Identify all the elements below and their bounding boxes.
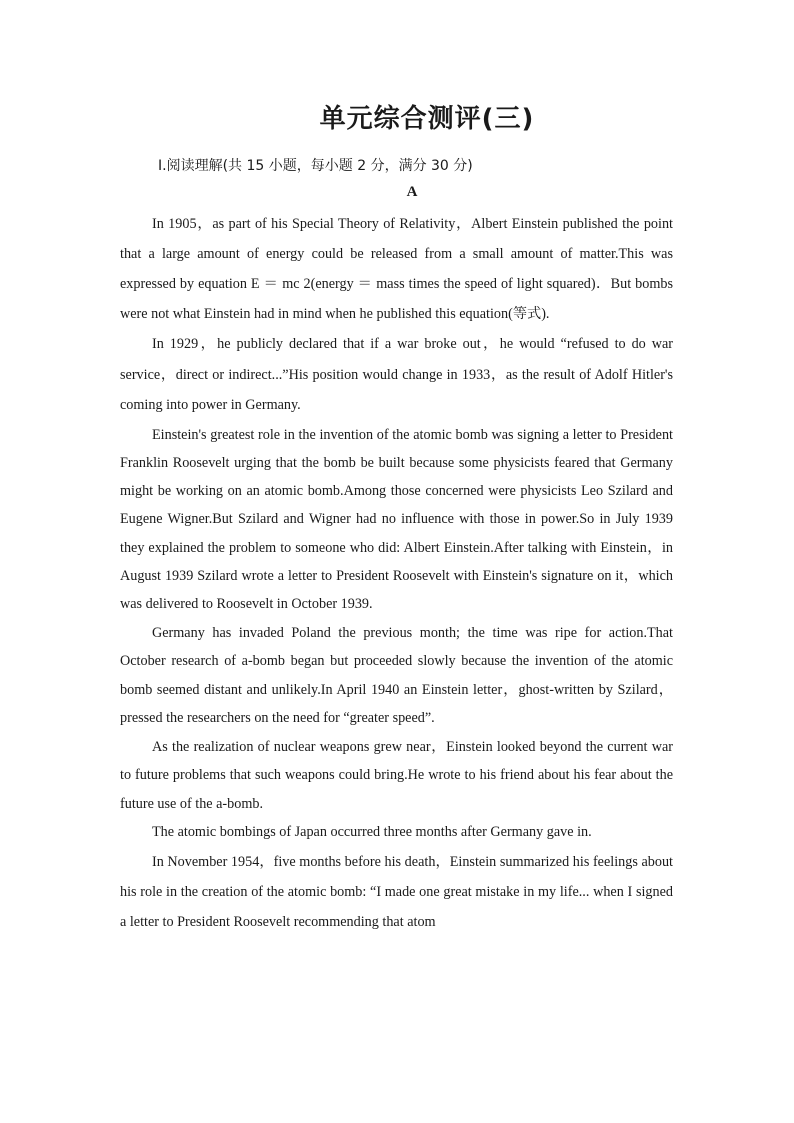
passage-label: A (406, 184, 418, 200)
paragraph: In November 1954，five months before his death，Einstein summarized his feelings about his role in the creation of the atomic bomb: “I made one great mistake in my life... when I signed a letter to President Roosevelt recommending that atom (120, 853, 673, 930)
paragraph: The atomic bombings of Japan occurred three months after Germany gave in. (152, 824, 592, 841)
paragraph: In 1929，he publicly declared that if a war broke out，he would “refused to do war service，direct or indirect...”His position would change in 1933，as the result of Adolf Hitler's coming into power in Germany. (120, 336, 673, 413)
page-title: 单元综合测评(三) (319, 104, 535, 134)
paragraph: Germany has invaded Poland the previous month; the time was ripe for action.That October research of a-bomb began but proceeded slowly because the invention of the atomic bomb seemed distant and unlikely.In April 1940 an Einstein letter，ghost-written by Szilard，pressed the researchers on the need for “greater speed”. (120, 624, 673, 727)
paragraph: As the realization of nuclear weapons grew near，Einstein looked beyond the current war to future problems that such weapons could bring.He wrote to his friend about his fear about the future use of the a-bomb. (120, 738, 673, 812)
paragraph: In 1905，as part of his Special Theory of Relativity，Albert Einstein published the point that a large amount of energy could be released from a small amount of matter.This was expressed by equation E ＝ mc 2(energy ＝ mass times the speed of light squared)．But bombs were not what Einstein had in mind when he published this equation(等式). (120, 216, 673, 322)
section-heading: Ⅰ.阅读理解(共 15 小题，每小题 2 分，满分 30 分) (158, 158, 473, 174)
paragraph: Einstein's greatest role in the invention of the atomic bomb was signing a letter to President Franklin Roosevelt urging that the bomb be built because some physicists feared that Germany might be working on an atomic bomb.Among those concerned were physicists Leo Szilard and Eugene Wigner.But Szilard and Wigner had no influence with those in power.So in July 1939 they explained the problem to someone who did: Albert Einstein.After talking with Einstein，in August 1939 Szilard wrote a letter to President Roosevelt with Einstein's signature on it，which was delivered to Roosevelt in October 1939. (120, 426, 673, 613)
passage-body (120, 209, 673, 937)
